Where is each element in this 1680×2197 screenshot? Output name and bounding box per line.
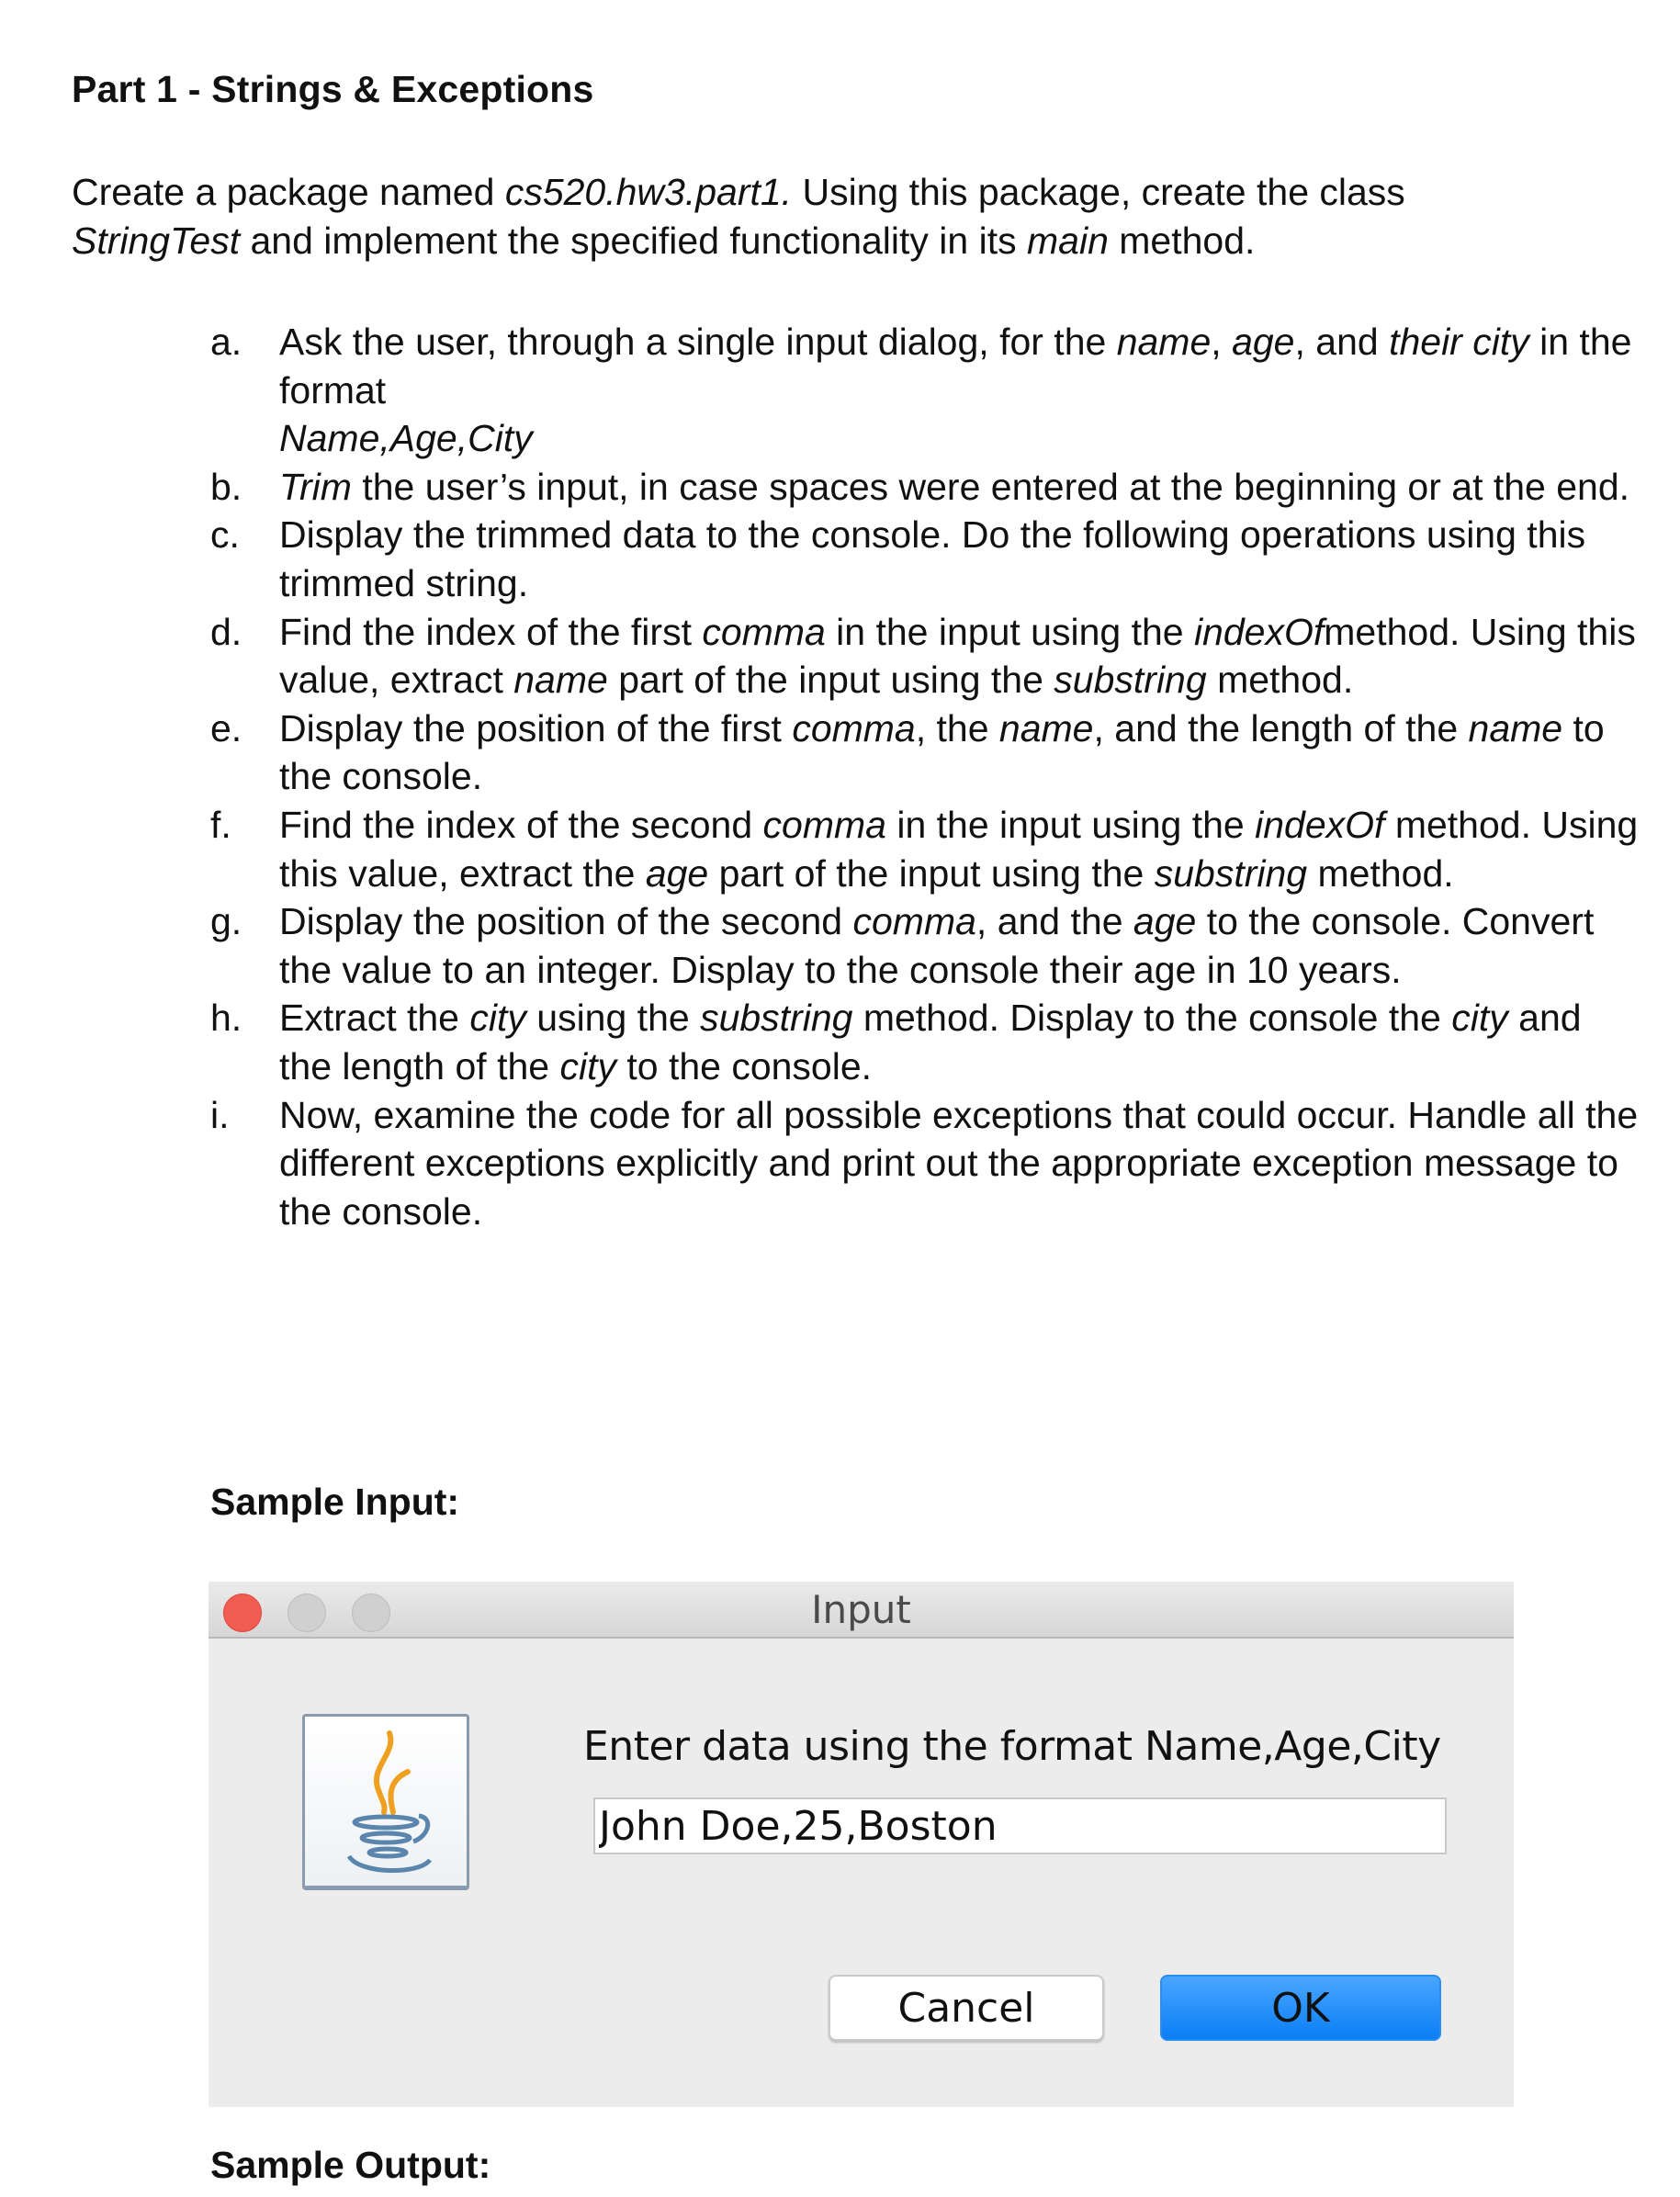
emphasized-term: substring [1154, 851, 1308, 895]
item-text: Find the index of the first [279, 610, 703, 653]
emphasized-term: name [513, 659, 608, 702]
emphasized-term: name [998, 706, 1094, 749]
list-item [210, 1091, 1643, 1236]
list-marker: c. [210, 513, 240, 557]
item-text: Find the index of the second [279, 803, 763, 846]
item-text: , and the length of the [1093, 706, 1469, 749]
intro-text: Create a package named [72, 171, 505, 213]
emphasized-term: comma [792, 706, 916, 749]
emphasized-term: indexOf [1255, 803, 1385, 846]
list-marker: h. [210, 997, 242, 1040]
emphasized-term: city [469, 997, 526, 1040]
instruction-list [210, 318, 1643, 1235]
emphasized-term: name [1116, 321, 1212, 363]
list-item [210, 994, 1643, 1090]
item-text: using the [525, 997, 701, 1040]
item-text: method. Display to the console the [852, 997, 1452, 1040]
section-heading: Part 1 - Strings & Exceptions [72, 68, 594, 110]
item-text: method. Using this value, extract [279, 610, 1636, 702]
emphasized-term: Trim [279, 465, 352, 508]
item-text: Now, examine the code for all possible exceptions that could occur. Handle all the different exceptions explicitly and print out the appropriate exception message to the console. [279, 1093, 1639, 1233]
item-text: method. [1307, 851, 1454, 895]
item-text: , and the [975, 900, 1133, 943]
list-item [210, 704, 1643, 801]
emphasized-term: substring [700, 997, 853, 1040]
item-text: the user’s input, in case spaces were entered at the beginning or at the end. [351, 465, 1630, 508]
intro-paragraph [72, 168, 1633, 265]
item-text: part of the input using the [607, 659, 1054, 702]
cancel-button[interactable]: Cancel [829, 1975, 1104, 2041]
dialog-prompt: Enter data using the format Name,Age,City [583, 1723, 1441, 1770]
emphasized-term: indexOf [1193, 610, 1325, 653]
item-text: Display the position of the second [279, 900, 853, 943]
item-text: in the format [279, 321, 1632, 411]
list-marker: b. [210, 465, 242, 508]
sample-input-label: Sample Input: [210, 1481, 460, 1523]
list-item [210, 463, 1643, 512]
item-text: and the length of the [279, 997, 1582, 1087]
sample-output-label: Sample Output: [210, 2144, 491, 2186]
emphasized-term: Name,Age,City [279, 417, 533, 460]
java-coffee-cup-icon [302, 1714, 469, 1890]
input-dialog [209, 1582, 1514, 2107]
list-item [210, 608, 1643, 704]
list-marker: i. [210, 1093, 230, 1136]
item-text: , [1211, 321, 1233, 363]
ok-button[interactable]: OK [1160, 1975, 1441, 2041]
list-marker: d. [210, 610, 242, 653]
item-text: in the input using the [825, 610, 1194, 653]
item-text: in the input using the [885, 803, 1256, 846]
list-marker: e. [210, 706, 242, 749]
item-text: , the [915, 706, 999, 749]
item-text: Display the position of the first [279, 706, 793, 749]
emphasized-term: city [559, 1044, 616, 1087]
class-name: StringTest [72, 220, 241, 262]
package-name: cs520.hw3.part1. [504, 171, 793, 213]
emphasized-term: comma [762, 803, 886, 846]
item-text: to the console. Convert the value to an integer. Display to the console their age in 10 years. [279, 900, 1595, 991]
emphasized-term: comma [852, 900, 976, 943]
method-name: main [1027, 220, 1109, 262]
emphasized-term: city [1451, 997, 1508, 1040]
item-text: to the console. [615, 1044, 873, 1087]
intro-text: Using this package, create the class [792, 171, 1405, 213]
list-item [210, 318, 1643, 463]
list-marker: a. [210, 321, 242, 363]
list-item [210, 511, 1643, 607]
emphasized-term: age [1232, 321, 1295, 363]
list-marker: g. [210, 900, 242, 943]
emphasized-term: age [1133, 900, 1197, 943]
list-marker: f. [210, 803, 231, 846]
data-input-field[interactable] [593, 1797, 1447, 1854]
item-text: Display the trimmed data to the console. Do the following operations using this trimmed string. [279, 513, 1586, 604]
emphasized-term: name [1468, 706, 1563, 749]
item-text: method. Using this value, extract the [279, 803, 1639, 895]
emphasized-term: their city [1389, 321, 1529, 363]
item-text: Ask the user, through a single input dialog, for the [279, 321, 1117, 363]
intro-text: and implement the specified functionality in its [240, 220, 1027, 262]
dialog-titlebar[interactable] [209, 1582, 1514, 1639]
item-text: method. [1206, 659, 1354, 702]
item-text: part of the input using the [708, 851, 1155, 895]
dialog-title: Input [811, 1587, 911, 1632]
item-text: to the console. [279, 706, 1605, 798]
item-text: Extract the [279, 997, 470, 1040]
emphasized-term: comma [702, 610, 826, 653]
intro-text: method. [1108, 220, 1256, 262]
list-item [210, 897, 1643, 994]
emphasized-term: age [645, 851, 709, 895]
emphasized-term: substring [1054, 659, 1207, 702]
list-item [210, 801, 1643, 897]
item-text: , and [1294, 321, 1390, 363]
